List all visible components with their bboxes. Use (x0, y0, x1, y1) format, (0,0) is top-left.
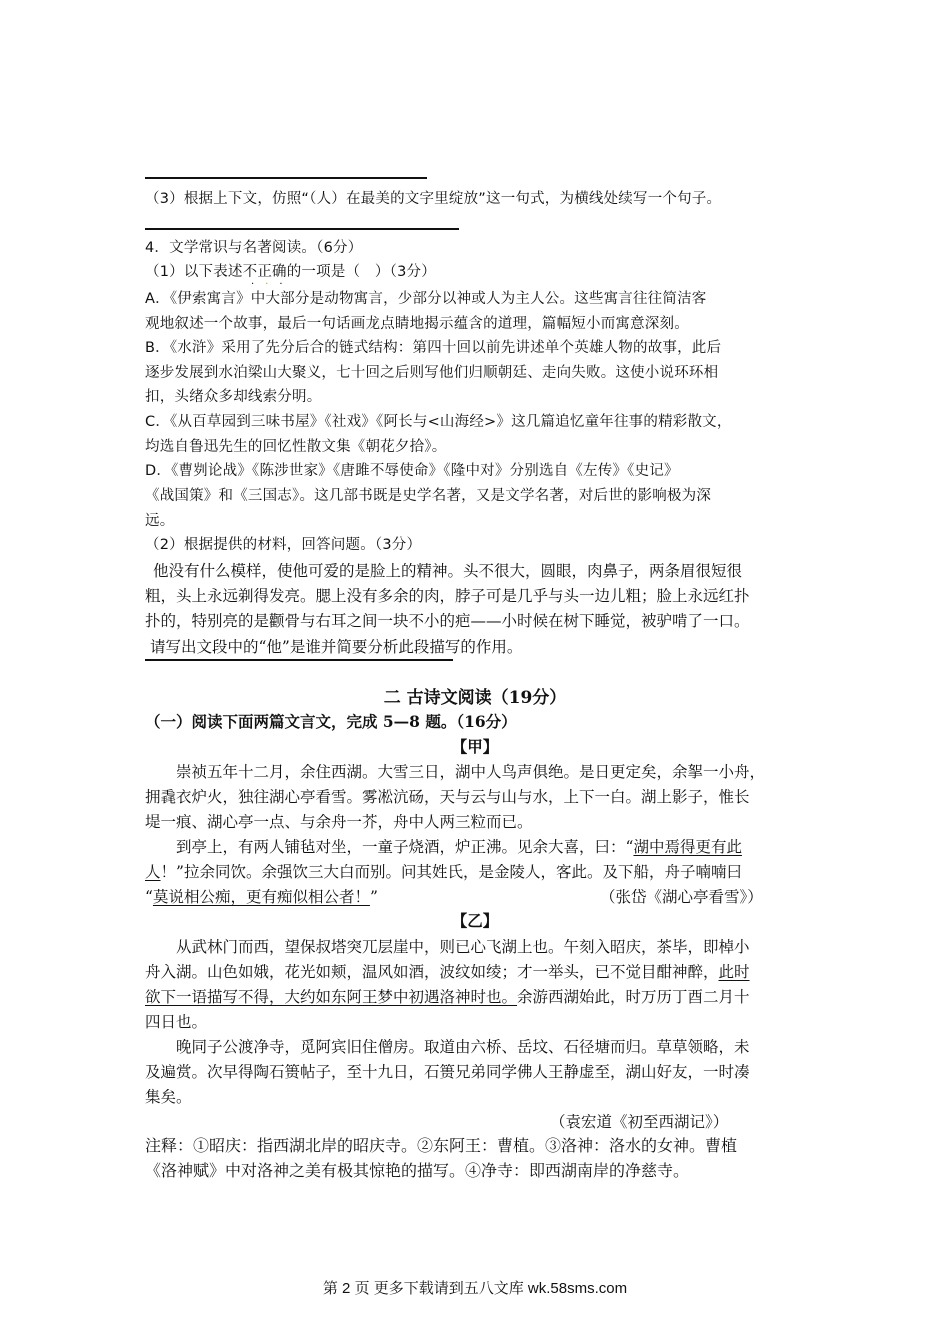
answer-blank-line (145, 177, 427, 179)
jia-line: 人！”拉余同饮。余强饮三大白而别。问其姓氏，是金陵人，客此。及下船，舟子喃喃曰 (145, 863, 742, 881)
answer-blank-line (145, 228, 459, 230)
jia-line: “莫说相公痴，更有痴似相公者！” (145, 888, 378, 906)
notes-line: 《洛神赋》中对洛神之美有极其惊艳的描写。④净寺：即西湖南岸的净慈寺。 (145, 1161, 690, 1180)
option-a-line: 观地叙述一个故事，最后一句话画龙点睛地揭示蕴含的道理，篇幅短小而寓意深刻。 (145, 316, 689, 332)
passage-prompt: 请写出文段中的“他”是谁并简要分析此段描写的作用。 (150, 638, 523, 656)
yi-line: 舟入湖。山色如娥，花光如颊，温风如酒，波纹如绫；才一举头，已不觉目酣神醉，此时 (145, 963, 750, 981)
option-d-line: 《战国策》和《三国志》。这几部书既是史学名著，又是文学名著，对后世的影响极为深 (145, 488, 712, 504)
option-b-line: 逐步发展到水泊梁山大聚义，七十回之后则写他们归顺朝廷、走向失败。这使小说环环相 (145, 365, 719, 381)
yi-line: 晚同子公渡净寺，觅阿宾旧住僧房。取道由六桥、岳坟、石径塘而归。草草领略，未 (176, 1038, 750, 1056)
option-c-line: 均选自鲁迅先生的回忆性散文集《朝花夕拾》。 (145, 439, 447, 455)
option-d-line: D．《曹刿论战》《陈涉世家》《唐雎不辱使命》《隆中对》分别选自《左传》《史记》 (145, 463, 679, 479)
jia-source: （张岱《湖心亭看雪》） (600, 888, 763, 906)
yi-line: 及遍赏。次早得陶石篑帖子，至十九日，石篑兄弟同学佛人王静虚至，湖山好友，一时凑 (145, 1063, 750, 1081)
yi-source: （袁宏道《初至西湖记》） (550, 1113, 729, 1131)
option-b-line: 扣，头绪众多却线索分明。 (145, 389, 322, 405)
section-part-title: （一）阅读下面两篇文言文，完成 5—8 题。（16分） (145, 712, 517, 731)
underlined-sentence: 湖中焉得更有此 (633, 838, 742, 856)
jia-line: 拥毳衣炉火，独往湖心亭看雪。雾凇沆砀，天与云与山与水，上下一白。湖上影子，惟长 (145, 788, 750, 806)
question-3: （3）根据上下文，仿照“（人）在最美的文字里绽放”这一句式，为横线处续写一个句子。 (145, 191, 722, 207)
option-b-line: B．《水浒》采用了先分后合的链式结构：第四十回以前先讲述单个英雄人物的故事，此后 (145, 340, 722, 356)
question-4-title: 4．文学常识与名著阅读。（6分） (145, 240, 363, 256)
passage-label-jia: 【甲】 (451, 737, 499, 756)
underlined-sentence: 人 (145, 863, 161, 881)
underlined-sentence: 欲下一语描写不得，大约如东阿王梦中初遇洛神时也。 (145, 988, 518, 1006)
passage-line: 粗，头上永远剃得发亮。腮上没有多余的肉，脖子可是几乎与头一边儿粗；脸上永远红扑 (145, 587, 750, 605)
passage-label-yi: 【乙】 (451, 911, 499, 930)
question-4-sub2: （2）根据提供的材料，回答问题。（3分） (145, 537, 422, 553)
jia-line: 堤一痕、湖心亭一点、与余舟一芥，舟中人两三粒而已。 (145, 813, 533, 831)
jia-line: 崇祯五年十二月，余住西湖。大雪三日，湖中人鸟声俱绝。是日更定矣，余挐一小舟， (176, 763, 766, 781)
question-4-sub1: （1）以下表述不正确的一项是（ ）（3分） (145, 264, 436, 280)
option-a-line: A．《伊索寓言》中大部分是动物寓言，少部分以神或人为主人公。这些寓言往往简洁客 (145, 291, 707, 307)
passage-line: 扑的，特别亮的是颧骨与右耳之间一块不小的疤——小时候在树下睡觉，被驴啃了一口。 (145, 612, 750, 630)
underlined-sentence: 莫说相公痴，更有痴似相公者！ (152, 888, 370, 906)
option-d-line: 远。 (145, 513, 175, 529)
jia-line: 到亭上，有两人铺毡对坐，一童子烧酒，炉正沸。见余大喜，曰：“湖中焉得更有此 (176, 838, 742, 856)
yi-line: 欲下一语描写不得，大约如东阿王梦中初遇洛神时也。余游西湖始此，时万历丁酉二月十 (145, 988, 750, 1006)
underlined-sentence: 此时 (718, 963, 750, 981)
notes-line: 注释：①昭庆：指西湖北岸的昭庆寺。②东阿王：曹植。③洛神：洛水的女神。曹植 (145, 1136, 738, 1155)
passage-line: 他没有什么模样，使他可爱的是脸上的精神。头不很大，圆眼，肉鼻子，两条眉很短很 (153, 562, 743, 580)
yi-line: 集矣。 (145, 1088, 192, 1106)
prompt-underline (145, 659, 453, 661)
section-title: 二 古诗文阅读（19分） (383, 688, 567, 708)
page-footer: 第 2 页 更多下载请到五八文库 wk.58sms.com (322, 1280, 628, 1297)
option-c-line: C．《从百草园到三味书屋》《社戏》《阿长与<山海经>》这几篇追忆童年往事的精彩散文， (145, 414, 732, 430)
emphasis-dots: ··· (251, 279, 294, 290)
yi-line: 四日也。 (145, 1013, 208, 1031)
yi-line: 从武林门而西，望保叔塔突兀层崖中，则已心飞湖上也。午刻入昭庆，茶毕，即棹小 (176, 938, 750, 956)
